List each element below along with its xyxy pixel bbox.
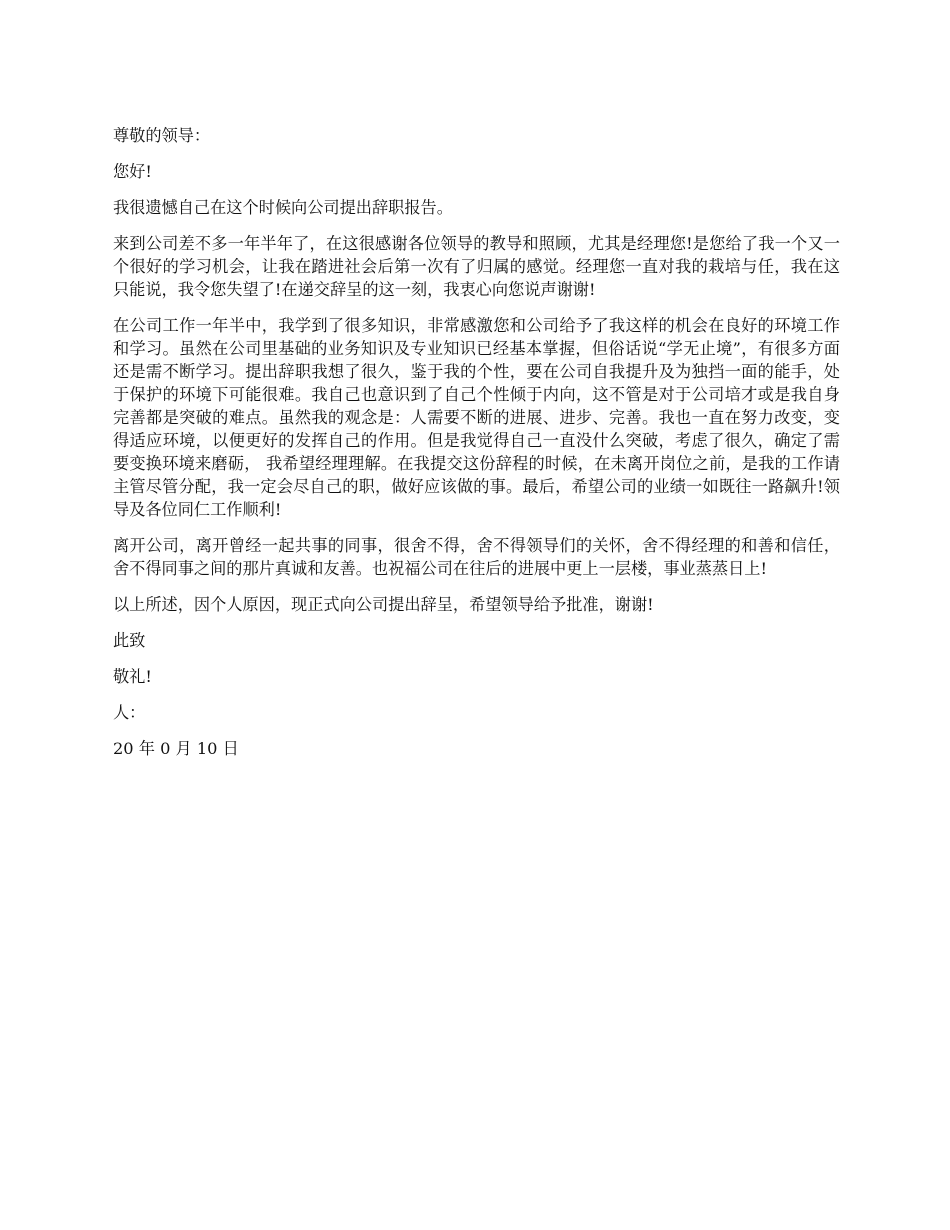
closing-line-1: 此致: [113, 631, 146, 650]
resignation-letter: [113, 124, 840, 773]
closing-line-2: 敬礼!: [113, 667, 152, 686]
paragraph-farewell: 离开公司，离开曾经一起共事的同事，很舍不得，舍不得领导们的关怀，舍不得经理的和善和信任，舍不得同事之间的那片真诚和友善。也祝福公司在往后的进展中更上一层楼，事业蒸蒸日上!: [113, 536, 840, 578]
paragraph-reasons: 在公司工作一年半中，我学到了很多知识，非常感激您和公司给予了我这样的机会在良好的环境工作和学习。虽然在公司里基础的业务知识及专业知识已经基本掌握，但俗话说“学无止境”，有很多方面还是需不断学习。提出辞职我想了很久，鉴于我的个性，要在公司自我提升及为独挡一面的能手，处于保护的环境下可能很难。我自己也意识到了自己个性倾于内向，这不管是对于公司培才或是我自身完善都是突破的难点。虽然我的观念是：人需要不断的进展、进步、完善。我也一直在努力改变，变得适应环境，以便更好的发挥自己的作用。但是我觉得自己一直没什么突破，考虑了很久，确定了需要变换环境来磨砺， 我希望经理理解。在我提交这份辞程的时候，在未离开岗位之前，是我的工作请主管尽管分配，我一定会尽自己的职，做好应该做的事。最后，希望公司的业绩一如既往一路飙升!领导及各位同仁工作顺利!: [113, 316, 840, 519]
paragraph-intro: 我很遗憾自己在这个时候向公司提出辞职报告。: [113, 198, 453, 217]
paragraph-gratitude: 来到公司差不多一年半年了，在这很感谢各位领导的教导和照顾，尤其是经理您!是您给了我一个又一个很好的学习机会，让我在踏进社会后第一次有了归属的感觉。经理您一直对我的栽培与任，我在这只能说，我令您失望了!在递交辞呈的这一刻，我衷心向您说声谢谢!: [113, 234, 840, 299]
date-line: 20 年 0 月 10 日: [113, 739, 239, 758]
paragraph-request: 以上所述，因个人原因，现正式向公司提出辞呈，希望领导给予批准，谢谢!: [113, 595, 654, 614]
salutation: 尊敬的领导：: [113, 126, 211, 145]
greeting: 您好!: [113, 162, 152, 181]
signature-line: 人：: [113, 703, 146, 722]
